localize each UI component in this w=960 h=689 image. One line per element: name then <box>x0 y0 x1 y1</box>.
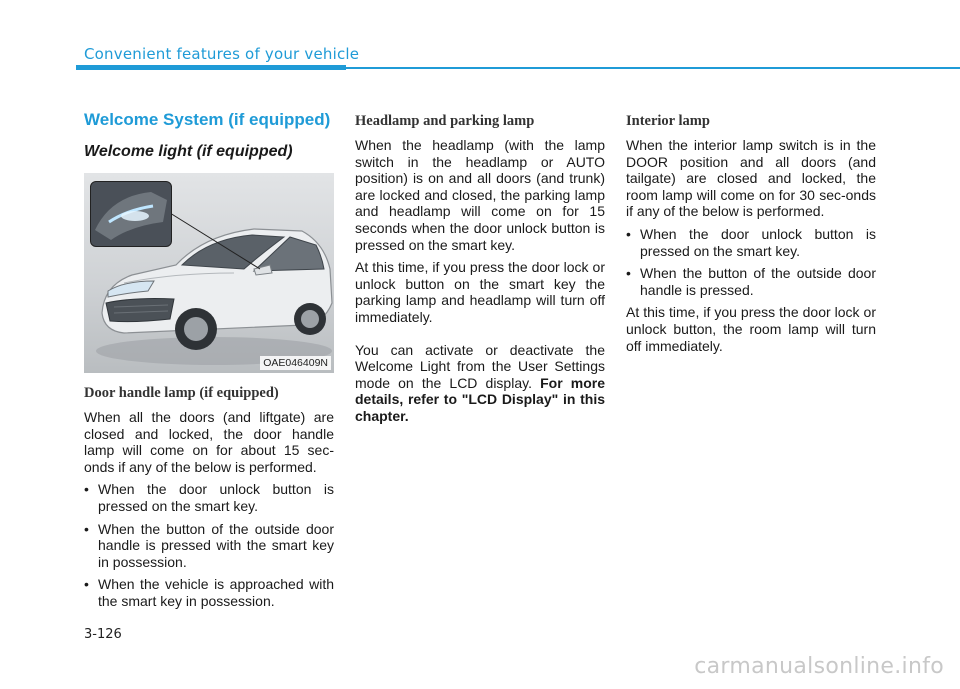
interior-lamp-intro: When the interior lamp switch is in the DOOR position and all doors (and tailgate) are closed and locked, the room lamp will come on for 30 sec-onds if any of the below is performed. <box>626 137 876 220</box>
headlamp-heading: Headlamp and parking lamp <box>355 113 535 129</box>
interior-lamp-outro: At this time, if you press the door lock or unlock button, the room lamp will turn off immediately. <box>626 304 876 354</box>
subsection-title: Welcome light (if equipped) <box>84 143 293 160</box>
header-rule-thin <box>346 67 960 69</box>
headlamp-paragraph-2: At this time, if you press the door lock or unlock button on the smart key the parking lamp and headlamp will turn off immediately. <box>355 259 605 325</box>
interior-lamp-bullets <box>626 226 876 298</box>
list-item: • When the door unlock button is pressed on the smart key. <box>626 226 876 259</box>
list-item: • When the vehicle is approached with the smart key in possession. <box>84 576 334 609</box>
column-right <box>626 110 876 360</box>
mirror-lamp-inset <box>90 181 172 247</box>
list-item: • When the door unlock button is pressed on the smart key. <box>84 481 334 514</box>
mirror-lamp-drawing <box>91 182 171 246</box>
watermark: carmanualsonline.info <box>694 654 944 679</box>
figure-code: OAE046409N <box>260 356 331 370</box>
headlamp-paragraph-3 <box>355 342 605 425</box>
door-handle-intro: When all the doors (and liftgate) are closed and locked, the door handle lamp will come on for about 15 sec-onds if any of the below is performed. <box>84 409 334 475</box>
list-item: • When the button of the outside door handle is pressed. <box>626 265 876 298</box>
page-number: 3-126 <box>84 627 122 642</box>
refer-text: For more details, refer to "LCD Display" in this chapter. <box>355 374 605 424</box>
list-item: • When the button of the outside door handle is pressed with the smart key in possession. <box>84 521 334 571</box>
section-title: Welcome System (if equipped) <box>84 110 331 129</box>
column-left <box>84 110 334 616</box>
settings-text: You can activate or deactivate the Welcome Light from the User Settings mode on the LCD display. <box>355 341 605 391</box>
headlamp-paragraph-1: When the headlamp (with the lamp switch in the headlamp or AUTO position) is on and all doors (and trunk) are locked and closed, the parking lamp and headlamp will come on for 15 seconds when the door unlock button is pressed on the smart key. <box>355 137 605 253</box>
header-section-title: Convenient features of your vehicle <box>84 45 360 63</box>
car-illustration <box>84 173 334 373</box>
header-rule-thick <box>76 65 346 70</box>
interior-lamp-heading: Interior lamp <box>626 113 710 129</box>
column-middle <box>355 110 605 431</box>
door-handle-bullets <box>84 481 334 609</box>
door-handle-heading: Door handle lamp (if equipped) <box>84 385 279 401</box>
